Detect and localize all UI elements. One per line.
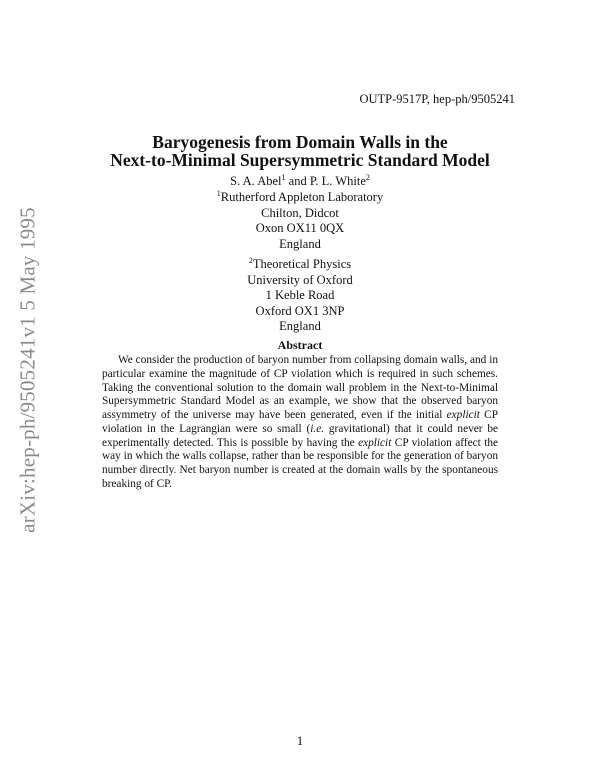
abstract-emphasis: explicit [358, 436, 392, 449]
affiliation-line: Theoretical Physics [252, 257, 352, 271]
affiliation-2 [0, 257, 600, 335]
author-conjunction: and [285, 174, 310, 188]
paper-title [0, 133, 600, 169]
affiliation-line: Oxford OX1 3NP [255, 303, 345, 318]
abstract-body [102, 354, 498, 492]
affiliation-mark: 2 [248, 256, 253, 265]
abstract-text: We consider the production of baryon number from collapsing domain walls, and in particular examine the magnitude of CP violation which is required in such schemes. Taking the conventional solution to the domain wall problem in the Next-to-Minimal Supersymmetric Standard Model as an example, we show that the observed baryon assymmetry of the universe may have been generated, even if the initial [102, 354, 498, 421]
affiliation-1 [0, 190, 600, 252]
abstract-emphasis: explicit [446, 409, 480, 421]
affiliation-mark: 2 [365, 173, 370, 182]
abstract-text: CP violation in the Lagrangian were so small ( [102, 409, 498, 435]
affiliation-line: England [279, 236, 321, 251]
abstract-emphasis: i.e. [310, 422, 325, 435]
abstract-text: gravitational) that it could never be experimentally detected. This is possible by having the [102, 422, 498, 449]
affiliation-mark: 1 [216, 189, 221, 198]
affiliation-mark: 1 [281, 173, 286, 182]
author-name: P. L. White [309, 174, 366, 188]
page-number: 1 [296, 734, 304, 748]
affiliation-line: 1 Keble Road [265, 288, 335, 303]
affiliation-line: Rutherford Appleton Laboratory [220, 190, 384, 204]
affiliation-line: England [279, 319, 321, 334]
affiliation-line: Oxon OX11 0QX [255, 221, 345, 236]
abstract-heading: Abstract [277, 338, 323, 352]
arxiv-stamp: arXiv:hep-ph/9505241v1 5 May 1995 [15, 207, 40, 533]
author-name: S. A. Abel [230, 174, 282, 188]
title-line: Baryogenesis from Domain Walls in the [152, 132, 448, 152]
abstract-text: CP violation affect the way in which the walls collapse, rather than be responsible for the generation of baryon number directly. Net baryon number is created at the domain walls by the spontaneous breaking of CP. [102, 436, 498, 490]
affiliation-line: Chilton, Didcot [261, 205, 339, 220]
report-number: OUTP-9517P, hep-ph/9505241 [359, 92, 515, 106]
affiliation-line: University of Oxford [247, 272, 353, 287]
authors [0, 174, 600, 190]
title-line: Next-to-Minimal Supersymmetric Standard Model [110, 150, 490, 170]
